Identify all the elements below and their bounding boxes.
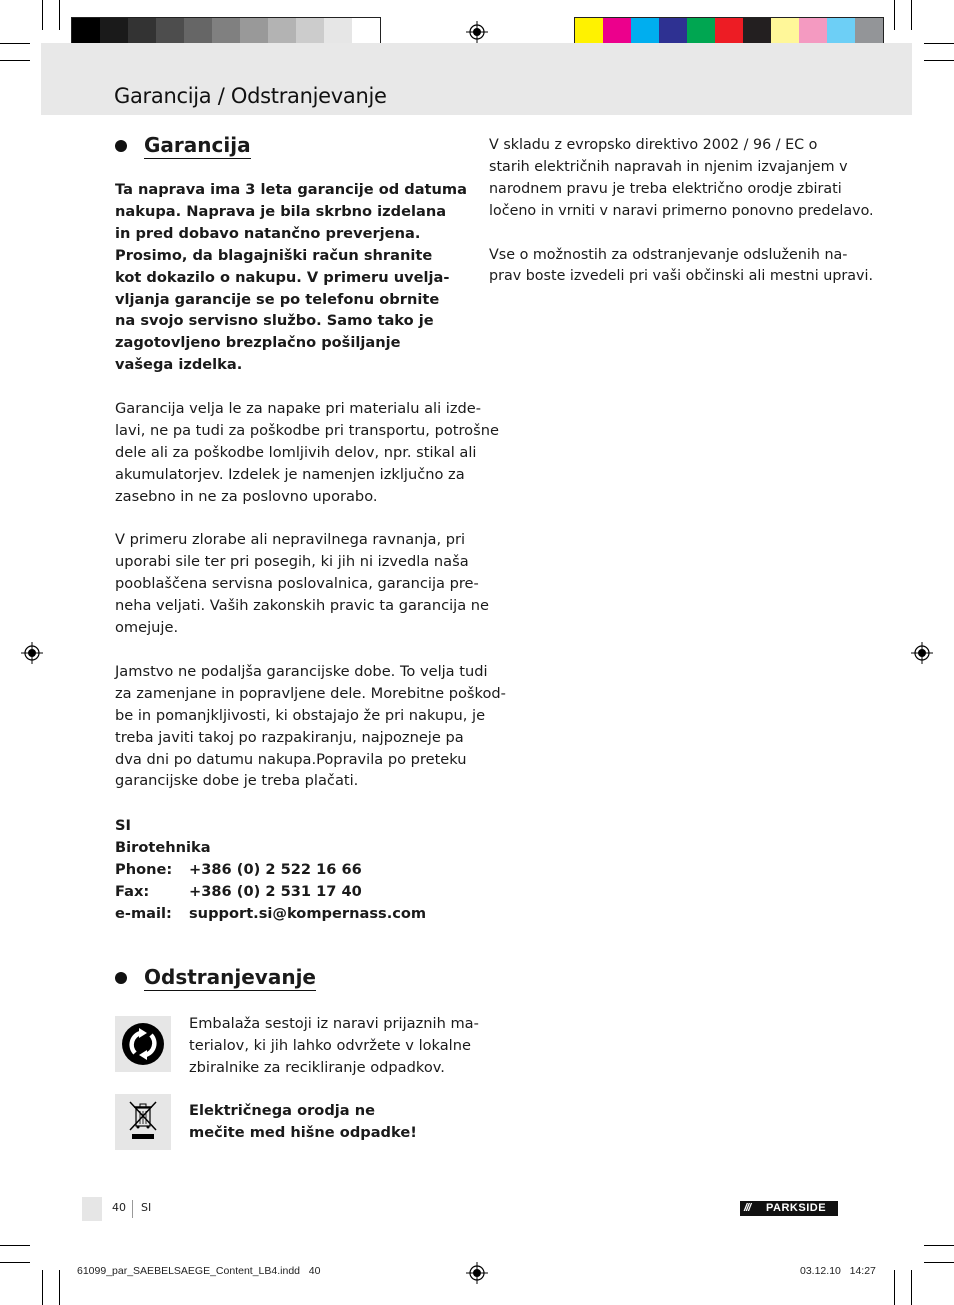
color-swatch <box>240 18 268 45</box>
contact-country: SI <box>115 817 131 834</box>
text-line: kot dokazilo o nakupu. V primeru uvelja- <box>115 268 450 286</box>
color-swatch <box>184 18 212 45</box>
color-swatch <box>827 18 855 45</box>
text-line: vašega izdelka. <box>115 356 243 374</box>
bullet-icon <box>115 972 127 984</box>
warranty-paragraph-1 <box>115 398 499 508</box>
disposal-heading-text: Odstranjevanje <box>144 965 316 989</box>
color-swatch <box>687 18 715 45</box>
slug-date: 03.12.10 14:27 <box>800 1265 876 1277</box>
warranty-bold-paragraph <box>115 179 480 376</box>
color-swatch <box>771 18 799 45</box>
text-line: Vse o možnostih za odstranjevanje odsluženih na- <box>489 246 848 263</box>
text-line: dva dni po datumu nakupa.Popravila po preteku <box>115 750 467 768</box>
email-value: support.si@kompernass.com <box>189 904 427 922</box>
text-line: Garancija velja le za napake pri materialu ali izde- <box>115 400 481 418</box>
grayscale-color-bar <box>71 17 381 46</box>
color-swatch <box>100 18 128 45</box>
contact-company: Birotehnika <box>115 838 211 856</box>
color-swatch <box>631 18 659 45</box>
text-line: Ta naprava ima 3 leta garancije od datuma <box>115 181 467 198</box>
crop-mark <box>0 1245 30 1246</box>
text-line: terialov, ki jih lahko odvržete v lokalne <box>189 1036 471 1054</box>
page-number: 40 <box>112 1201 126 1214</box>
text-line: ločeno in vrniti v naravi primerno ponovno predelavo. <box>489 202 874 219</box>
crop-mark <box>911 1270 912 1305</box>
directive-paragraph <box>489 135 874 223</box>
text-line: treba javiti takoj po razpakiranju, najpozneje pa <box>115 728 464 746</box>
text-line: starih električnih napravah in njenim izvajanjem v <box>489 158 848 175</box>
text-line: mečite med hišne odpadke! <box>189 1123 417 1141</box>
color-swatch <box>296 18 324 45</box>
text-line: zasebno in ne za poslovno uporabo. <box>115 487 378 505</box>
text-line: omejuje. <box>115 619 179 637</box>
color-swatch <box>324 18 352 45</box>
crop-mark <box>924 43 954 44</box>
process-color-bar <box>574 17 884 46</box>
crop-mark <box>911 0 912 30</box>
registration-mark-icon <box>466 1262 488 1284</box>
warranty-paragraph-3 <box>115 661 506 792</box>
contact-phone-row <box>115 859 426 881</box>
page-number-box <box>82 1197 102 1221</box>
text-line: vljanja garancije se po telefonu obrnite <box>115 290 440 308</box>
color-swatch <box>575 18 603 45</box>
color-swatch <box>659 18 687 45</box>
crop-mark <box>0 1262 30 1263</box>
logo-text: PARKSIDE <box>766 1202 827 1214</box>
text-line: zbiralnike za recikliranje odpadkov. <box>189 1058 445 1076</box>
bullet-icon <box>115 140 127 152</box>
warranty-text-block <box>115 179 506 814</box>
contact-email-row <box>115 903 426 925</box>
disposal-info-paragraph <box>489 245 874 289</box>
warranty-paragraph-2 <box>115 529 490 639</box>
crossed-bin-icon-box <box>115 1094 171 1150</box>
text-line: uporabi sile ter pri posegih, ki jih ni izvedla naša <box>115 553 469 571</box>
crop-mark <box>894 1270 895 1305</box>
service-contact <box>115 815 426 925</box>
footer-language: SI <box>141 1201 152 1214</box>
crop-mark <box>0 60 30 61</box>
text-line: prav boste izvedeli pri vaši občinski ali mestni upravi. <box>489 268 874 285</box>
crop-mark <box>42 1270 43 1305</box>
fax-label: Fax: <box>115 882 150 900</box>
color-swatch <box>268 18 296 45</box>
text-line: V primeru zlorabe ali nepravilnega ravnanja, pri <box>115 531 466 549</box>
crop-mark <box>894 0 895 30</box>
section-heading-warranty <box>115 133 251 159</box>
text-line: za zamenjane in popravljene dele. Morebitne poškod- <box>115 684 506 702</box>
warranty-heading-text: Garancija <box>144 133 251 157</box>
right-column-text <box>489 135 874 310</box>
text-line: lavi, ne pa tudi za poškodbe pri transportu, potrošne <box>115 421 499 439</box>
text-line: zagotovljeno brezplačno pošiljanje <box>115 334 401 352</box>
text-line: narodnem pravu je treba električno orodje zbirati <box>489 180 842 197</box>
color-swatch <box>855 18 883 45</box>
crossed-bin-icon <box>115 1094 171 1150</box>
section-heading-disposal <box>115 965 316 991</box>
email-label: e-mail: <box>115 904 172 922</box>
color-swatch <box>72 18 100 45</box>
registration-mark-icon <box>466 21 488 43</box>
contact-fax-row <box>115 881 426 903</box>
crop-mark <box>42 0 43 30</box>
text-line: pooblaščena servisna poslovalnica, garancija pre- <box>115 575 479 593</box>
registration-mark-icon <box>911 642 933 664</box>
text-line: dele ali za poškodbe lomljivih delov, npr. stikal ali <box>115 443 477 461</box>
crop-mark <box>924 1245 954 1246</box>
text-line: garancijske dobe je treba plačati. <box>115 772 359 790</box>
crop-mark <box>59 1270 60 1305</box>
text-line: nakupa. Naprava je bila skrbno izdelana <box>115 202 447 220</box>
color-swatch <box>799 18 827 45</box>
color-swatch <box>156 18 184 45</box>
color-swatch <box>603 18 631 45</box>
text-line: neha veljati. Vaših zakonskih pravic ta garancija ne <box>115 597 490 615</box>
text-line: akumulatorjev. Izdelek je namenjen izključno za <box>115 465 465 483</box>
color-swatch <box>743 18 771 45</box>
color-swatch <box>715 18 743 45</box>
slug-filename: 61099_par_SAEBELSAEGE_Content_LB4.indd 40 <box>77 1265 321 1277</box>
phone-value: +386 (0) 2 522 16 66 <box>189 860 362 878</box>
text-line: V skladu z evropsko direktivo 2002 / 96 / EC o <box>489 137 818 153</box>
text-line: Jamstvo ne podaljša garancijske dobe. To velja tudi <box>115 662 488 680</box>
color-swatch <box>128 18 156 45</box>
text-line: be in pomanjkljivosti, ki obstajajo že pri nakupu, je <box>115 706 486 724</box>
crop-mark <box>924 60 954 61</box>
header-band <box>41 43 912 115</box>
fax-value: +386 (0) 2 531 17 40 <box>189 882 362 900</box>
logo-stripes: /// <box>744 1202 751 1214</box>
text-line: in pred dobavo natančno preverjena. <box>115 224 421 242</box>
recycling-icon <box>115 1016 171 1072</box>
packaging-text <box>189 1013 479 1079</box>
text-line: Električnega orodja ne <box>189 1102 375 1119</box>
disposal-warning <box>189 1100 479 1144</box>
crop-mark <box>924 1262 954 1263</box>
text-line: Embalaža sestoji iz naravi prijaznih ma- <box>189 1015 479 1032</box>
recycling-icon-box <box>115 1016 171 1072</box>
registration-mark-icon <box>21 642 43 664</box>
color-swatch <box>212 18 240 45</box>
footer-divider <box>132 1200 133 1218</box>
crop-mark <box>59 0 60 30</box>
text-line: na svojo servisno službo. Samo tako je <box>115 312 434 330</box>
phone-label: Phone: <box>115 860 173 878</box>
text-line: Prosimo, da blagajniški račun shranite <box>115 246 433 264</box>
crop-mark <box>0 43 30 44</box>
color-swatch <box>352 18 380 45</box>
parkside-logo <box>740 1201 838 1216</box>
page-title: Garancija / Odstranjevanje <box>114 84 387 108</box>
